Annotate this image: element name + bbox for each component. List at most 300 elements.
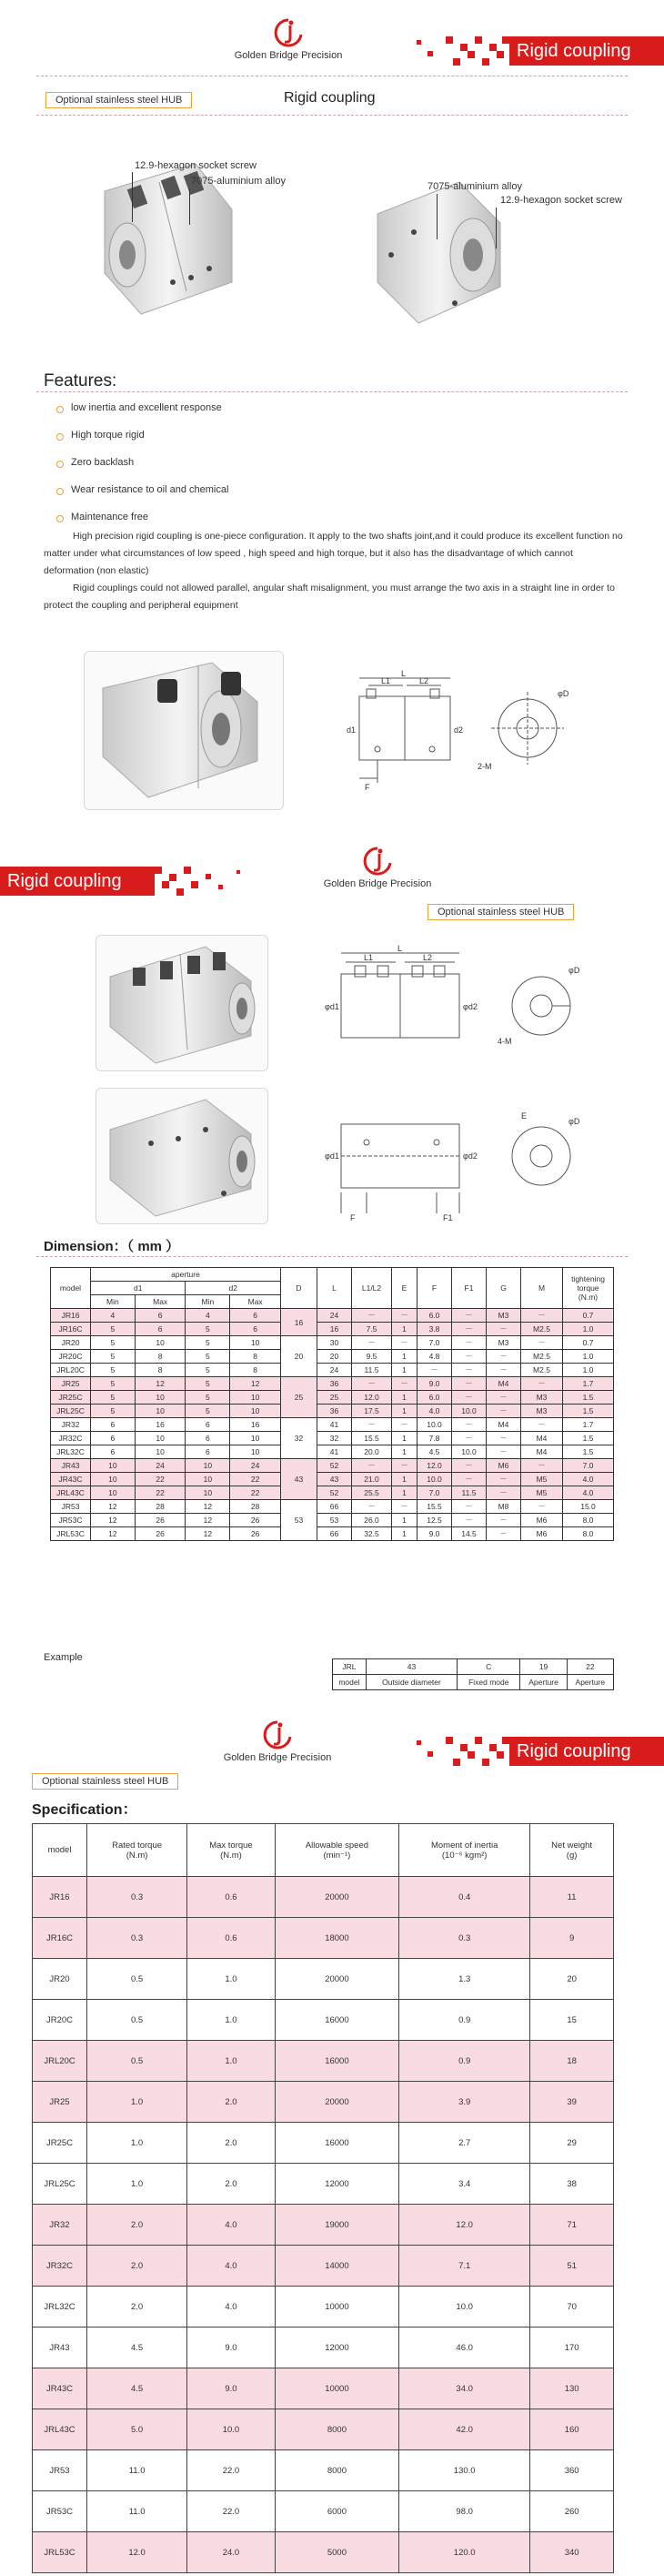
cell-weight: 260 xyxy=(530,2491,614,2532)
cell-rated: 12.0 xyxy=(87,2532,187,2573)
cell-F1: － xyxy=(452,1336,487,1350)
cell-inertia: 0.3 xyxy=(399,1918,530,1959)
cell-L: 25 xyxy=(317,1391,352,1405)
cell-M: M5 xyxy=(521,1473,563,1486)
brand-name: Golden Bridge Precision xyxy=(223,1752,332,1763)
cell-max: 10.0 xyxy=(187,2409,276,2450)
cell-inertia: 0.4 xyxy=(399,1877,530,1918)
cell-torque: 1.5 xyxy=(563,1391,614,1405)
cell-L: 53 xyxy=(317,1514,352,1527)
cell-D: 32 xyxy=(281,1418,317,1459)
cell-max: 4.0 xyxy=(187,2205,276,2246)
cell-d1-min: 12 xyxy=(91,1514,136,1527)
col-G: G xyxy=(487,1268,521,1309)
cell-G: － xyxy=(487,1364,521,1377)
col-d2: d2 xyxy=(186,1282,281,1295)
col-F1: F1 xyxy=(452,1268,487,1309)
cell-model: JR32 xyxy=(51,1418,91,1432)
cell-inertia: 34.0 xyxy=(399,2368,530,2409)
cell-L: 41 xyxy=(317,1418,352,1432)
cell-L1L2: 15.5 xyxy=(352,1432,392,1445)
dim-label-d1: φd1 xyxy=(325,1002,339,1011)
cell-torque: 0.7 xyxy=(563,1336,614,1350)
col-D: D xyxy=(281,1268,317,1309)
cell-model: JR43C xyxy=(33,2368,87,2409)
cell-torque: 4.0 xyxy=(563,1486,614,1500)
cell-speed: 10000 xyxy=(275,2368,398,2409)
cell-M: － xyxy=(521,1336,563,1350)
table-row xyxy=(51,1364,614,1377)
technical-drawing xyxy=(341,669,587,796)
col-d2-min: Min xyxy=(186,1295,230,1309)
col-max-torque xyxy=(187,1824,276,1877)
cell-model: JR53C xyxy=(33,2491,87,2532)
cell-torque: 1.0 xyxy=(563,1323,614,1336)
cell-d2-max: 10 xyxy=(230,1432,281,1445)
cell-weight: 18 xyxy=(530,2041,614,2082)
cell-d2-min: 5 xyxy=(186,1391,230,1405)
dim-label-L2: L2 xyxy=(419,676,429,685)
cell-L: 30 xyxy=(317,1336,352,1350)
feature-item: High torque rigid xyxy=(71,430,145,441)
cell-F: 12.5 xyxy=(418,1514,452,1527)
cell-speed: 14000 xyxy=(275,2246,398,2287)
cell-weight: 170 xyxy=(530,2328,614,2368)
cell-F1: 11.5 xyxy=(452,1486,487,1500)
cell-d1-max: 24 xyxy=(135,1459,186,1473)
cell-d1-min: 5 xyxy=(91,1336,136,1350)
cell-max: 2.0 xyxy=(187,2082,276,2123)
cell-rated: 4.5 xyxy=(87,2328,187,2368)
cell-speed: 10000 xyxy=(275,2287,398,2328)
cell-F1: － xyxy=(452,1473,487,1486)
cell-rated: 1.0 xyxy=(87,2123,187,2164)
table-row xyxy=(33,2246,614,2287)
cell-F1: － xyxy=(452,1309,487,1323)
cell-G: M3 xyxy=(487,1309,521,1323)
dim-label-D: φD xyxy=(568,1117,580,1126)
col-rated-unit: (N.m) xyxy=(126,1850,148,1861)
cell-rated: 11.0 xyxy=(87,2450,187,2491)
cell-d2-max: 16 xyxy=(230,1418,281,1432)
specification-heading: Specification： xyxy=(32,1802,137,1818)
cell-d2-min: 5 xyxy=(186,1405,230,1418)
cell-F1: 14.5 xyxy=(452,1527,487,1541)
cell-torque: 1.7 xyxy=(563,1377,614,1391)
cell-speed: 20000 xyxy=(275,1959,398,2000)
cell-speed: 18000 xyxy=(275,1918,398,1959)
cell-L1L2: － xyxy=(352,1459,392,1473)
dim-label-d2: φd2 xyxy=(463,1002,478,1011)
cell-L1L2: － xyxy=(352,1336,392,1350)
cell-G: M8 xyxy=(487,1500,521,1514)
cell-rated: 2.0 xyxy=(87,2246,187,2287)
cell-F: 6.0 xyxy=(418,1391,452,1405)
col-max-label: Max torque xyxy=(209,1840,253,1851)
table-row xyxy=(51,1445,614,1459)
cell-d1-max: 22 xyxy=(135,1486,186,1500)
cell-model: JR25C xyxy=(51,1391,91,1405)
banner-title: Rigid coupling xyxy=(509,36,664,66)
feature-item: Wear resistance to oil and chemical xyxy=(71,484,229,495)
cell-F: 4.5 xyxy=(418,1445,452,1459)
cell-rated: 0.3 xyxy=(87,1877,187,1918)
cell-inertia: 7.1 xyxy=(399,2246,530,2287)
col-weight-unit: (g) xyxy=(566,1850,578,1861)
callout-screw-right: 12.9-hexagon socket screw xyxy=(500,195,622,206)
cell-d2-max: 12 xyxy=(230,1377,281,1391)
cell-d2-max: 10 xyxy=(230,1391,281,1405)
cell-L1L2: 32.5 xyxy=(352,1527,392,1541)
cell-model: JR16C xyxy=(51,1323,91,1336)
dim-label-d1: d1 xyxy=(347,725,357,735)
table-row xyxy=(33,2368,614,2409)
dim-label-L2: L2 xyxy=(423,953,433,962)
cell-L1L2: 21.0 xyxy=(352,1473,392,1486)
col-inertia xyxy=(399,1824,530,1877)
cell-L1L2: 20.0 xyxy=(352,1445,392,1459)
cell-weight: 71 xyxy=(530,2205,614,2246)
col-speed-label: Allowable speed xyxy=(305,1840,369,1851)
cell-G: － xyxy=(487,1514,521,1527)
specification-table xyxy=(32,1823,614,2573)
cell-E: 1 xyxy=(392,1527,418,1541)
cell-F: 3.8 xyxy=(418,1323,452,1336)
cell-torque: 8.0 xyxy=(563,1527,614,1541)
cell-d2-min: 5 xyxy=(186,1377,230,1391)
cell-F: 15.5 xyxy=(418,1500,452,1514)
cell-model: JR53 xyxy=(51,1500,91,1514)
col-torque-unit: (N.m) xyxy=(578,1293,599,1302)
cell-L: 20 xyxy=(317,1350,352,1364)
cell-d1-min: 6 xyxy=(91,1418,136,1432)
cell-G: M4 xyxy=(487,1418,521,1432)
col-L: L xyxy=(317,1268,352,1309)
cell-E: 1 xyxy=(392,1514,418,1527)
cell-d1-max: 22 xyxy=(135,1473,186,1486)
cell-F1: － xyxy=(452,1377,487,1391)
cell-M: － xyxy=(521,1309,563,1323)
cell-model: JR32C xyxy=(33,2246,87,2287)
cell-torque: 1.5 xyxy=(563,1405,614,1418)
product-photo-frame xyxy=(84,651,284,810)
dim-label-D: φD xyxy=(568,966,580,975)
cell-max: 9.0 xyxy=(187,2328,276,2368)
cell-weight: 340 xyxy=(530,2532,614,2573)
cell-model: JRL53C xyxy=(33,2532,87,2573)
brand-logo xyxy=(211,18,366,61)
dim-label-F: F xyxy=(365,783,370,792)
cell-L: 52 xyxy=(317,1459,352,1473)
product-photo-frame xyxy=(96,1088,268,1224)
cell-weight: 39 xyxy=(530,2082,614,2123)
cell-d1-max: 10 xyxy=(135,1405,186,1418)
cell-max: 2.0 xyxy=(187,2123,276,2164)
cell-rated: 1.0 xyxy=(87,2082,187,2123)
cell-rated: 0.5 xyxy=(87,2000,187,2041)
cell-G: － xyxy=(487,1391,521,1405)
cell-model: JR43C xyxy=(51,1473,91,1486)
cell-F: 4.8 xyxy=(418,1350,452,1364)
checker-pattern xyxy=(391,1737,509,1766)
feature-item: low inertia and excellent response xyxy=(71,402,222,413)
cell-d2-max: 28 xyxy=(230,1500,281,1514)
cell-d2-min: 10 xyxy=(186,1486,230,1500)
cell-M: － xyxy=(521,1459,563,1473)
section1-banner xyxy=(391,36,664,66)
col-inertia-label: Moment of inertia xyxy=(430,1840,498,1851)
bullet-icon xyxy=(56,515,64,522)
table-row xyxy=(51,1527,614,1541)
hub-tag: Optional stainless steel HUB xyxy=(45,92,192,108)
cell-model: JR25 xyxy=(33,2082,87,2123)
cell-weight: 11 xyxy=(530,1877,614,1918)
description-paragraph: High precision rigid coupling is one-piece configuration. It apply to the two shafts joint,and it could produce its excellent function no matter under what circumstances of low speed , high speed and high torque, but it also has the disadvantage of which cannot deformation (non elastic) xyxy=(44,531,623,576)
cell-rated: 2.0 xyxy=(87,2287,187,2328)
cell-model: JRL25C xyxy=(33,2164,87,2205)
table-row xyxy=(51,1459,614,1473)
example-top-5: 22 xyxy=(567,1659,613,1675)
cell-G: － xyxy=(487,1432,521,1445)
cell-model: JR25 xyxy=(51,1377,91,1391)
cell-L1L2: 7.5 xyxy=(352,1323,392,1336)
cell-max: 1.0 xyxy=(187,1959,276,2000)
cell-F: 7.0 xyxy=(418,1486,452,1500)
callout-line xyxy=(496,208,497,248)
table-row xyxy=(33,2287,614,2328)
cell-weight: 51 xyxy=(530,2246,614,2287)
dim-label-L1: L1 xyxy=(381,676,391,685)
cell-E: 1 xyxy=(392,1445,418,1459)
table-row xyxy=(33,1877,614,1918)
cell-d1-max: 12 xyxy=(135,1377,186,1391)
coupling-photo-solid xyxy=(96,1089,267,1223)
cell-max: 0.6 xyxy=(187,1918,276,1959)
cell-weight: 9 xyxy=(530,1918,614,1959)
col-d2-max: Max xyxy=(230,1295,281,1309)
cell-d2-min: 5 xyxy=(186,1336,230,1350)
cell-d1-min: 12 xyxy=(91,1527,136,1541)
cell-speed: 16000 xyxy=(275,2041,398,2082)
cell-rated: 1.0 xyxy=(87,2164,187,2205)
cell-inertia: 3.9 xyxy=(399,2082,530,2123)
cell-E: － xyxy=(392,1418,418,1432)
cell-d1-min: 10 xyxy=(91,1486,136,1500)
cell-torque: 1.0 xyxy=(563,1350,614,1364)
cell-d2-max: 10 xyxy=(230,1405,281,1418)
cell-L1L2: 17.5 xyxy=(352,1405,392,1418)
cell-F: － xyxy=(418,1364,452,1377)
cell-d2-min: 12 xyxy=(186,1514,230,1527)
dim-label-L: L xyxy=(401,669,407,678)
cell-torque: 1.7 xyxy=(563,1418,614,1432)
cell-F: 12.0 xyxy=(418,1459,452,1473)
cell-d1-min: 5 xyxy=(91,1377,136,1391)
col-rated-torque xyxy=(87,1824,187,1877)
cell-inertia: 42.0 xyxy=(399,2409,530,2450)
cell-model: JR32C xyxy=(51,1432,91,1445)
bullet-icon xyxy=(56,461,64,468)
dim-label-L1: L1 xyxy=(364,953,374,962)
dim-label-M: 4-M xyxy=(498,1037,512,1046)
cell-M: － xyxy=(521,1418,563,1432)
cell-D: 53 xyxy=(281,1500,317,1541)
hub-tag: Optional stainless steel HUB xyxy=(428,904,574,920)
cell-max: 1.0 xyxy=(187,2000,276,2041)
bullet-icon xyxy=(56,488,64,495)
col-speed-unit: (min⁻¹) xyxy=(323,1850,351,1861)
example-top-2: 43 xyxy=(366,1659,457,1675)
cell-model: JRL43C xyxy=(51,1486,91,1500)
cell-D: 25 xyxy=(281,1377,317,1418)
cell-speed: 5000 xyxy=(275,2532,398,2573)
example-label: Example xyxy=(44,1652,83,1663)
cell-d1-max: 10 xyxy=(135,1432,186,1445)
cell-d1-max: 10 xyxy=(135,1391,186,1405)
cell-inertia: 120.0 xyxy=(399,2532,530,2573)
description-paragraph: Rigid couplings could not allowed parallel, angular shaft misalignment, you must arrange the two axis in a straight line in order to protect the coupling and peripheral equipment xyxy=(44,583,615,611)
example-top-4: 19 xyxy=(520,1659,567,1675)
table-row xyxy=(51,1432,614,1445)
example-top-1: JRL xyxy=(333,1659,367,1675)
cell-M: M6 xyxy=(521,1527,563,1541)
cell-d2-max: 24 xyxy=(230,1459,281,1473)
table-row xyxy=(33,2205,614,2246)
cell-E: 1 xyxy=(392,1405,418,1418)
table-row xyxy=(51,1336,614,1350)
cell-inertia: 12.0 xyxy=(399,2205,530,2246)
col-speed xyxy=(275,1824,398,1877)
cell-d1-min: 12 xyxy=(91,1500,136,1514)
cell-model: JR16 xyxy=(51,1309,91,1323)
cell-rated: 5.0 xyxy=(87,2409,187,2450)
cell-d1-max: 28 xyxy=(135,1500,186,1514)
example-bottom-1: model xyxy=(333,1675,367,1690)
cell-torque: 15.0 xyxy=(563,1500,614,1514)
table-row xyxy=(51,1323,614,1336)
cell-torque: 1.0 xyxy=(563,1364,614,1377)
col-F: F xyxy=(418,1268,452,1309)
cell-model: JR53 xyxy=(33,2450,87,2491)
specification-table-body xyxy=(33,1877,614,2573)
brand-mark-icon xyxy=(259,1720,296,1751)
table-row xyxy=(33,2491,614,2532)
example-table xyxy=(332,1658,614,1690)
cell-d1-min: 5 xyxy=(91,1323,136,1336)
cell-L: 52 xyxy=(317,1486,352,1500)
cell-L1L2: 26.0 xyxy=(352,1514,392,1527)
banner-title: Rigid coupling xyxy=(509,1737,664,1766)
cell-M: M3 xyxy=(521,1391,563,1405)
example-bottom-3: Fixed mode xyxy=(458,1675,520,1690)
cell-F: 9.0 xyxy=(418,1377,452,1391)
cell-model: JR16C xyxy=(33,1918,87,1959)
cell-L: 43 xyxy=(317,1473,352,1486)
cell-E: 1 xyxy=(392,1323,418,1336)
cell-speed: 19000 xyxy=(275,2205,398,2246)
col-model: model xyxy=(33,1824,87,1877)
cell-rated: 4.5 xyxy=(87,2368,187,2409)
cell-L: 36 xyxy=(317,1405,352,1418)
cell-d2-min: 6 xyxy=(186,1445,230,1459)
cell-M: M6 xyxy=(521,1514,563,1527)
cell-d2-max: 6 xyxy=(230,1309,281,1323)
cell-F: 7.0 xyxy=(418,1336,452,1350)
table-row xyxy=(51,1377,614,1391)
col-torque-label: tightening torque xyxy=(571,1274,605,1293)
cell-max: 22.0 xyxy=(187,2450,276,2491)
cell-d1-min: 5 xyxy=(91,1391,136,1405)
example-bottom-2: Outside diameter xyxy=(366,1675,457,1690)
col-model: model xyxy=(51,1268,91,1309)
cell-d1-min: 5 xyxy=(91,1405,136,1418)
cell-M: － xyxy=(521,1500,563,1514)
table-row xyxy=(33,2532,614,2573)
cell-F1: 10.0 xyxy=(452,1445,487,1459)
col-L1L2: L1/L2 xyxy=(352,1268,392,1309)
cell-inertia: 0.9 xyxy=(399,2000,530,2041)
dim-label-d1: φd1 xyxy=(325,1151,339,1161)
cell-max: 22.0 xyxy=(187,2491,276,2532)
dim-label-F1: F1 xyxy=(443,1213,453,1222)
bullet-icon xyxy=(56,406,64,413)
cell-G: － xyxy=(487,1445,521,1459)
callout-alloy-left: 7075-aluminium alloy xyxy=(191,176,286,187)
cell-d1-min: 5 xyxy=(91,1364,136,1377)
col-d1: d1 xyxy=(91,1282,186,1295)
cell-d2-min: 10 xyxy=(186,1459,230,1473)
cell-max: 4.0 xyxy=(187,2287,276,2328)
callout-alloy-right: 7075-aluminium alloy xyxy=(428,181,522,192)
dim-label-F: F xyxy=(350,1213,356,1222)
cell-L: 16 xyxy=(317,1323,352,1336)
table-row xyxy=(33,1959,614,2000)
cell-L1L2: 25.5 xyxy=(352,1486,392,1500)
cell-rated: 2.0 xyxy=(87,2205,187,2246)
example-bottom-5: Aperture xyxy=(567,1675,613,1690)
cell-L1L2: － xyxy=(352,1418,392,1432)
cell-inertia: 98.0 xyxy=(399,2491,530,2532)
cell-weight: 20 xyxy=(530,1959,614,2000)
dim-label-d2: φd2 xyxy=(463,1151,478,1161)
cell-speed: 20000 xyxy=(275,1877,398,1918)
features-heading: Features: xyxy=(44,371,117,390)
brand-logo xyxy=(200,1720,355,1763)
cell-F1: － xyxy=(452,1459,487,1473)
hub-tag: Optional stainless steel HUB xyxy=(32,1773,178,1790)
cell-L1L2: 11.5 xyxy=(352,1364,392,1377)
cell-speed: 12000 xyxy=(275,2328,398,2368)
cell-F1: － xyxy=(452,1418,487,1432)
cell-model: JRL53C xyxy=(51,1527,91,1541)
cell-max: 0.6 xyxy=(187,1877,276,1918)
cell-weight: 360 xyxy=(530,2450,614,2491)
cell-M: M2.5 xyxy=(521,1364,563,1377)
checker-pattern xyxy=(391,36,509,66)
cell-model: JRL20C xyxy=(51,1364,91,1377)
cell-rated: 11.0 xyxy=(87,2491,187,2532)
cell-d1-max: 6 xyxy=(135,1323,186,1336)
cell-d1-max: 26 xyxy=(135,1514,186,1527)
cell-d2-max: 22 xyxy=(230,1473,281,1486)
cell-L1L2: － xyxy=(352,1377,392,1391)
cell-d1-max: 16 xyxy=(135,1418,186,1432)
cell-F1: － xyxy=(452,1432,487,1445)
cell-speed: 16000 xyxy=(275,2123,398,2164)
cell-d2-min: 5 xyxy=(186,1350,230,1364)
cell-G: M4 xyxy=(487,1377,521,1391)
product-photo-frame xyxy=(96,935,268,1071)
